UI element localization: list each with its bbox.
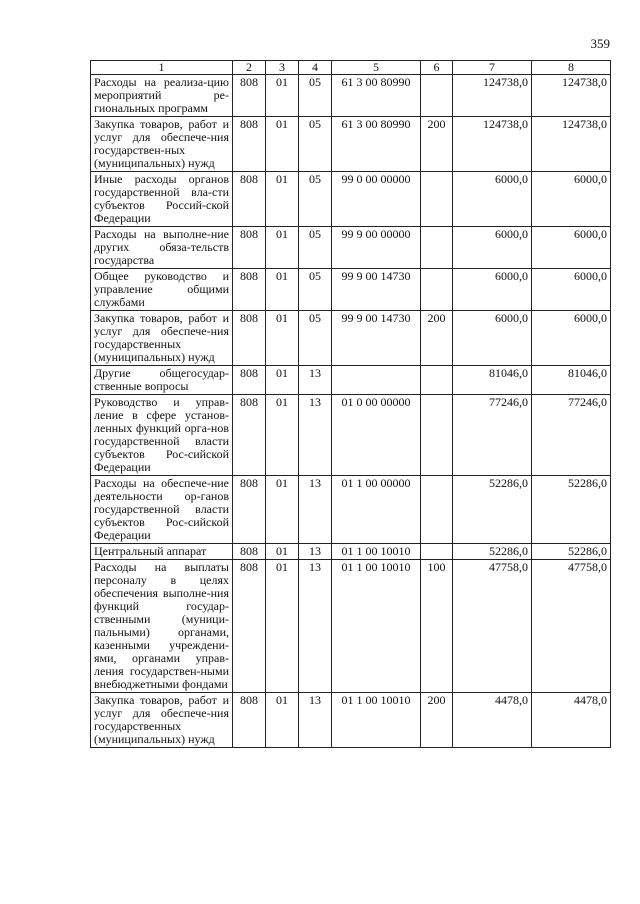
section-code-cell: 01 [266, 476, 299, 544]
row-name-cell: Иные расходы органов государственной вла-сти субъектов Россий-ской Федерации [91, 172, 233, 227]
row-name-cell: Расходы на обеспече-ние деятельности ор-ганов государственной власти субъектов Рос-сийской Федерации [91, 476, 233, 544]
column-header: 5 [332, 61, 421, 75]
expense-type-cell: 200 [421, 117, 453, 172]
section-code-cell: 01 [266, 395, 299, 476]
page-number: 359 [590, 36, 610, 51]
ministry-code-cell: 808 [233, 117, 266, 172]
amount-cell: 6000,0 [532, 269, 611, 311]
subsection-code-cell: 05 [299, 172, 332, 227]
target-article-cell: 61 3 00 80990 [332, 75, 421, 117]
section-code-cell: 01 [266, 560, 299, 693]
target-article-cell: 99 9 00 14730 [332, 269, 421, 311]
amount-cell: 6000,0 [532, 227, 611, 269]
row-name-cell: Расходы на выполне-ние других обяза-тельств государства [91, 227, 233, 269]
section-code-cell: 01 [266, 75, 299, 117]
subsection-code-cell: 13 [299, 476, 332, 544]
table-row [91, 269, 611, 311]
amount-cell: 6000,0 [453, 172, 532, 227]
expense-type-cell: 200 [421, 311, 453, 366]
amount-cell: 77246,0 [532, 395, 611, 476]
ministry-code-cell: 808 [233, 560, 266, 693]
column-header: 1 [91, 61, 233, 75]
amount-cell: 6000,0 [532, 311, 611, 366]
expense-type-cell [421, 544, 453, 560]
expense-type-cell [421, 476, 453, 544]
amount-cell: 6000,0 [453, 269, 532, 311]
amount-cell: 4478,0 [453, 693, 532, 748]
target-article-cell: 01 1 00 10010 [332, 544, 421, 560]
amount-cell: 81046,0 [532, 366, 611, 395]
amount-cell: 124738,0 [453, 75, 532, 117]
subsection-code-cell: 05 [299, 311, 332, 366]
target-article-cell: 99 0 00 00000 [332, 172, 421, 227]
subsection-code-cell: 13 [299, 560, 332, 693]
ministry-code-cell: 808 [233, 366, 266, 395]
ministry-code-cell: 808 [233, 75, 266, 117]
ministry-code-cell: 808 [233, 269, 266, 311]
amount-cell: 124738,0 [532, 117, 611, 172]
section-code-cell: 01 [266, 117, 299, 172]
expense-type-cell [421, 227, 453, 269]
amount-cell: 6000,0 [453, 227, 532, 269]
ministry-code-cell: 808 [233, 172, 266, 227]
column-header: 2 [233, 61, 266, 75]
table-row [91, 544, 611, 560]
target-article-cell: 01 1 00 10010 [332, 693, 421, 748]
ministry-code-cell: 808 [233, 544, 266, 560]
amount-cell: 52286,0 [453, 476, 532, 544]
amount-cell: 47758,0 [453, 560, 532, 693]
target-article-cell: 99 9 00 14730 [332, 311, 421, 366]
table-row [91, 227, 611, 269]
table-row [91, 693, 611, 748]
table-row [91, 117, 611, 172]
table-header-row [91, 61, 611, 75]
column-header: 6 [421, 61, 453, 75]
column-header: 3 [266, 61, 299, 75]
row-name-cell: Центральный аппарат [91, 544, 233, 560]
expense-type-cell [421, 366, 453, 395]
row-name-cell: Закупка товаров, работ и услуг для обеспече-ния государственных (муниципальных) нужд [91, 693, 233, 748]
amount-cell: 47758,0 [532, 560, 611, 693]
section-code-cell: 01 [266, 693, 299, 748]
table-row [91, 395, 611, 476]
subsection-code-cell: 05 [299, 117, 332, 172]
target-article-cell: 61 3 00 80990 [332, 117, 421, 172]
amount-cell: 6000,0 [453, 311, 532, 366]
table-row [91, 172, 611, 227]
amount-cell: 52286,0 [532, 476, 611, 544]
table-row [91, 476, 611, 544]
ministry-code-cell: 808 [233, 395, 266, 476]
budget-table [90, 60, 611, 748]
subsection-code-cell: 05 [299, 269, 332, 311]
table-row [91, 311, 611, 366]
expense-type-cell: 200 [421, 693, 453, 748]
subsection-code-cell: 05 [299, 75, 332, 117]
target-article-cell: 01 1 00 00000 [332, 476, 421, 544]
subsection-code-cell: 13 [299, 544, 332, 560]
subsection-code-cell: 13 [299, 395, 332, 476]
target-article-cell [332, 366, 421, 395]
table-row [91, 75, 611, 117]
target-article-cell: 01 1 00 10010 [332, 560, 421, 693]
row-name-cell: Расходы на реализа-цию мероприятий ре-гиональных программ [91, 75, 233, 117]
expense-type-cell [421, 269, 453, 311]
section-code-cell: 01 [266, 311, 299, 366]
ministry-code-cell: 808 [233, 693, 266, 748]
ministry-code-cell: 808 [233, 476, 266, 544]
subsection-code-cell: 13 [299, 693, 332, 748]
amount-cell: 52286,0 [532, 544, 611, 560]
ministry-code-cell: 808 [233, 311, 266, 366]
subsection-code-cell: 05 [299, 227, 332, 269]
table-row [91, 560, 611, 693]
row-name-cell: Руководство и управ-ление в сфере установ-ленных функций орга-нов государственной власти субъектов Рос-сийской Федерации [91, 395, 233, 476]
row-name-cell: Расходы на выплаты персоналу в целях обеспечения выполне-ния функций государ-ственными (муници-пальными) органами, казенными учреждени-ями, органами управ-ления государствен-ными внебюджетными фондами [91, 560, 233, 693]
amount-cell: 6000,0 [532, 172, 611, 227]
column-header: 7 [453, 61, 532, 75]
amount-cell: 124738,0 [532, 75, 611, 117]
row-name-cell: Закупка товаров, работ и услуг для обеспече-ния государственных (муниципальных) нужд [91, 311, 233, 366]
row-name-cell: Общее руководство и управление общими службами [91, 269, 233, 311]
expense-type-cell: 100 [421, 560, 453, 693]
amount-cell: 124738,0 [453, 117, 532, 172]
amount-cell: 52286,0 [453, 544, 532, 560]
ministry-code-cell: 808 [233, 227, 266, 269]
amount-cell: 4478,0 [532, 693, 611, 748]
amount-cell: 81046,0 [453, 366, 532, 395]
amount-cell: 77246,0 [453, 395, 532, 476]
row-name-cell: Закупка товаров, работ и услуг для обеспече-ния государствен-ных (муниципальных) нужд [91, 117, 233, 172]
row-name-cell: Другие общегосудар-ственные вопросы [91, 366, 233, 395]
target-article-cell: 99 9 00 00000 [332, 227, 421, 269]
expense-type-cell [421, 75, 453, 117]
expense-type-cell [421, 395, 453, 476]
expense-type-cell [421, 172, 453, 227]
section-code-cell: 01 [266, 269, 299, 311]
column-header: 8 [532, 61, 611, 75]
column-header: 4 [299, 61, 332, 75]
subsection-code-cell: 13 [299, 366, 332, 395]
section-code-cell: 01 [266, 172, 299, 227]
section-code-cell: 01 [266, 227, 299, 269]
table-row [91, 366, 611, 395]
target-article-cell: 01 0 00 00000 [332, 395, 421, 476]
section-code-cell: 01 [266, 366, 299, 395]
section-code-cell: 01 [266, 544, 299, 560]
